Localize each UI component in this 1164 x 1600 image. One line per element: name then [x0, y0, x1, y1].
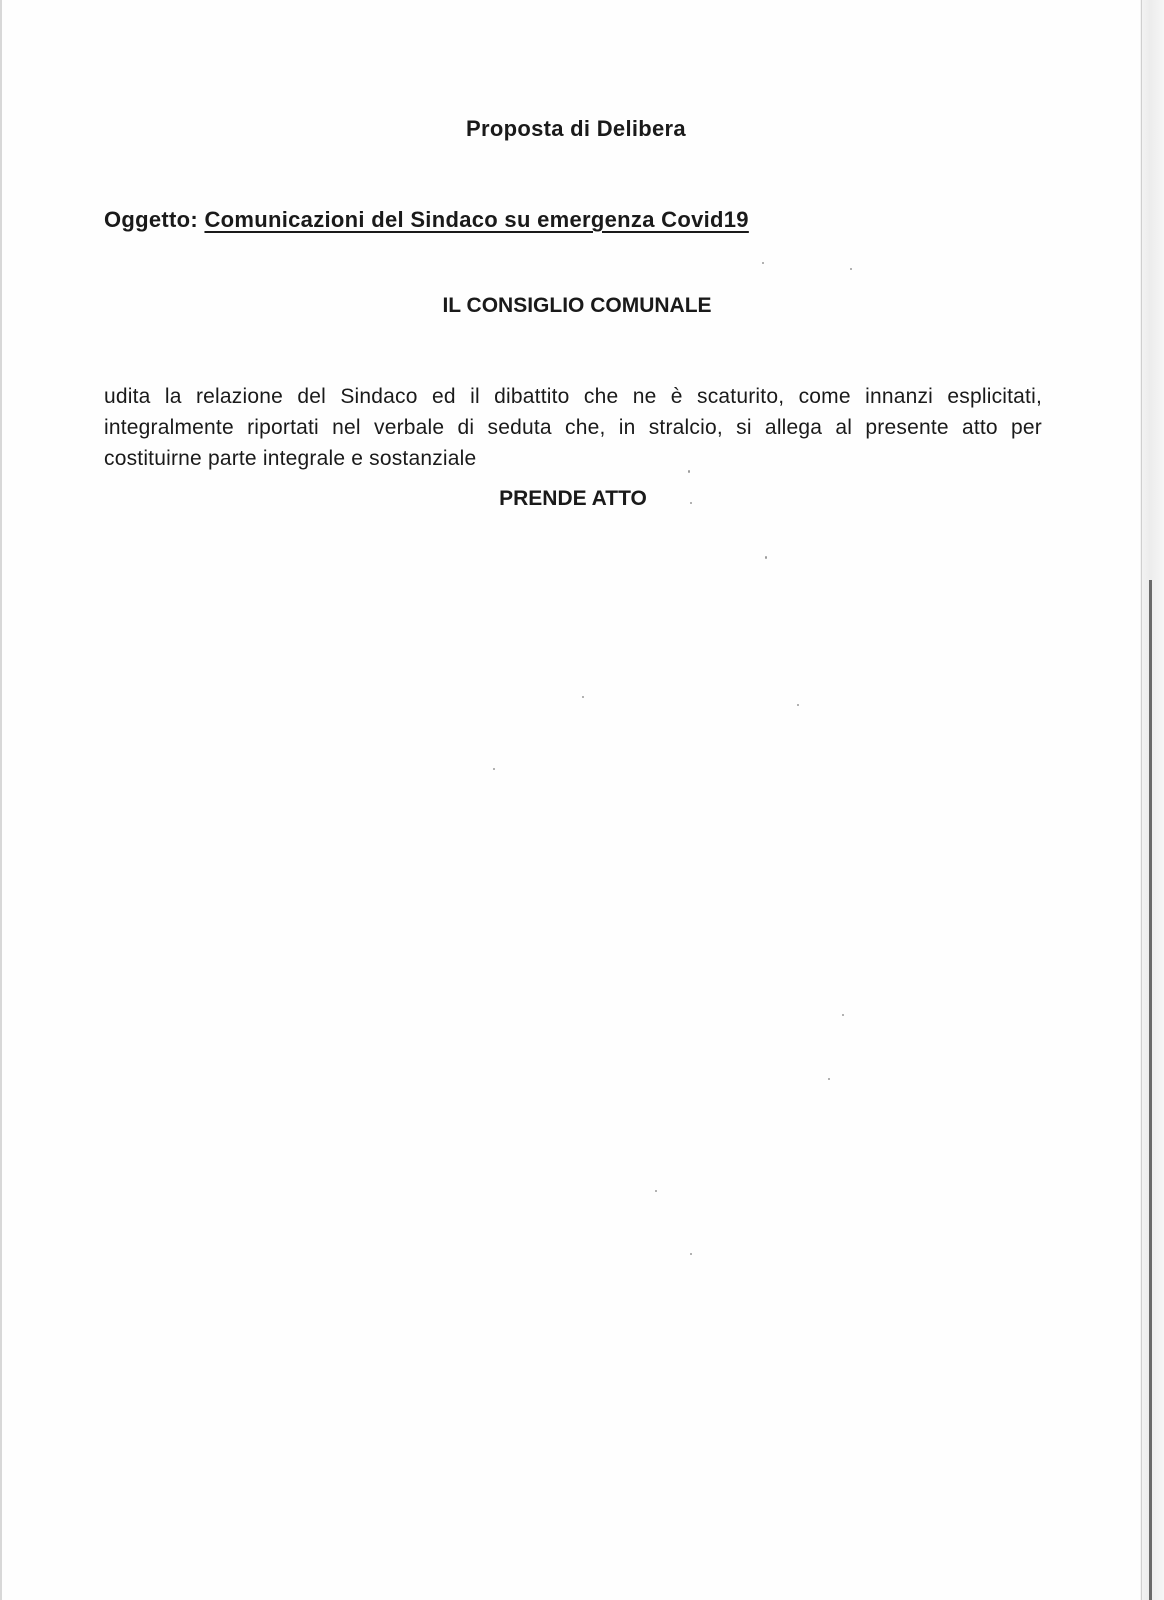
body-paragraph: udita la relazione del Sindaco ed il dibattito che ne è scaturito, come innanzi esplicitati, integralmente riportati nel verbale di seduta che, in stralcio, si allega al presente atto per costituirne parte integrale e sostanziale [104, 385, 1042, 470]
scan-speck [842, 1014, 844, 1016]
page-left-edge [0, 0, 2, 1600]
scan-shadow-strip [1149, 580, 1152, 1600]
council-heading: IL CONSIGLIO COMUNALE [442, 294, 712, 317]
scan-speck [690, 502, 692, 504]
scan-speck [582, 696, 584, 698]
subject-label: Oggetto: [104, 207, 199, 232]
scan-speck [797, 704, 799, 706]
scan-speck [655, 1190, 657, 1192]
resolution-heading: PRENDE ATTO [499, 487, 647, 510]
subject-line [104, 207, 749, 233]
subject-text: Comunicazioni del Sindaco su emergenza Covid19 [204, 207, 749, 232]
document-title: Proposta di Delibera [466, 116, 686, 141]
scan-speck [762, 262, 764, 264]
scan-speck [493, 768, 495, 770]
scan-speck [850, 268, 852, 270]
scan-speck [828, 1078, 830, 1080]
page-right-edge [1140, 0, 1164, 1600]
scan-speck [765, 556, 767, 559]
page-right-edge-line [1141, 0, 1142, 1600]
scan-speck [688, 470, 690, 473]
scan-speck [690, 1253, 692, 1255]
